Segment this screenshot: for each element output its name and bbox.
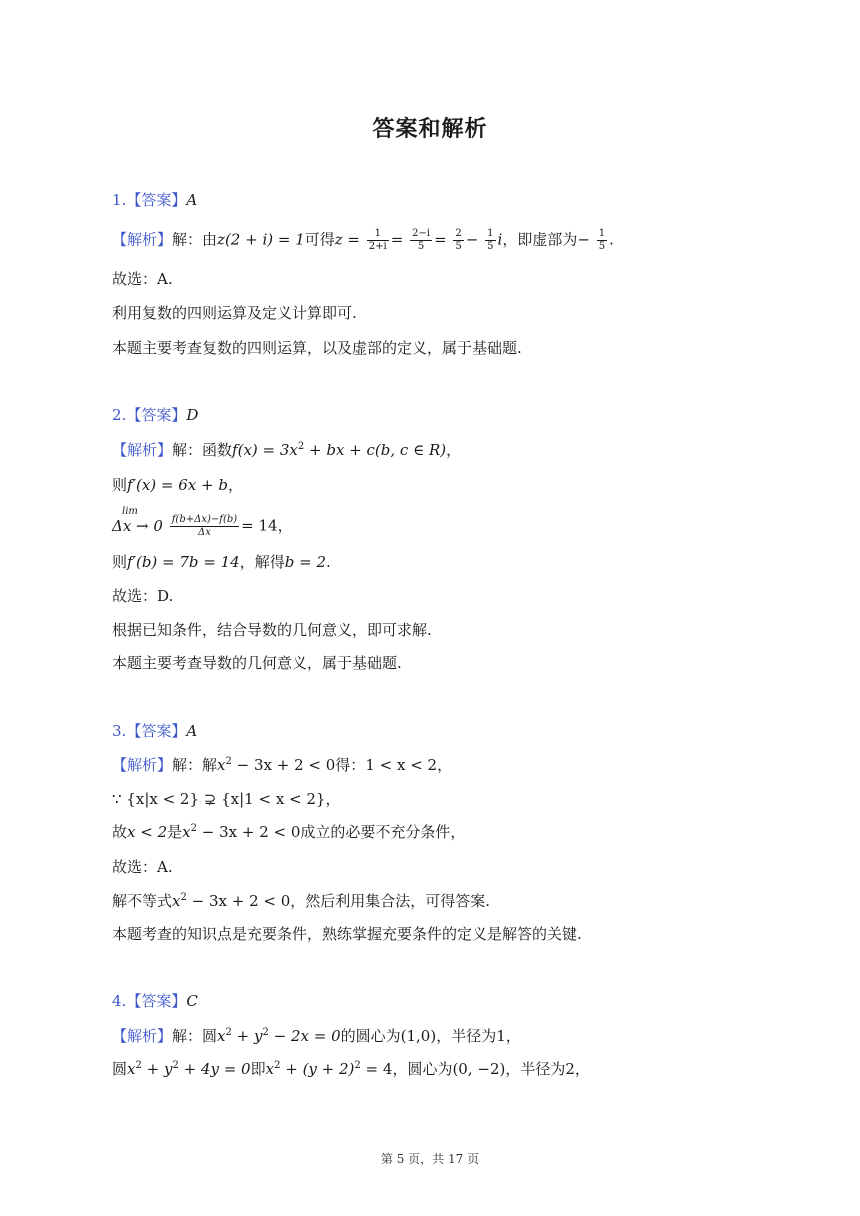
- page-title: 答案和解析: [372, 117, 488, 142]
- text: ，: [227, 476, 243, 494]
- text: 即: [250, 1060, 266, 1078]
- fraction: [367, 228, 389, 253]
- q2-method-line: 根据已知条件，结合导数的几何意义，即可求解.: [112, 621, 432, 639]
- denominator: 5: [455, 241, 462, 252]
- formula: f′(b) = 7b = 14: [127, 553, 240, 571]
- text: ，: [437, 756, 453, 774]
- denominator: Δx: [170, 526, 239, 539]
- denominator: 2+i: [368, 241, 387, 252]
- q3-method-line: [112, 890, 490, 912]
- formula: + y: [141, 1060, 173, 1078]
- text: 圆: [112, 1060, 128, 1078]
- exponent: 2: [225, 1027, 232, 1038]
- exponent: 2: [172, 1060, 179, 1071]
- text: ，然后利用集合法，可得答案.: [290, 892, 491, 910]
- numerator: f(b+Δx)−f(b): [171, 514, 238, 525]
- q3-answer: A: [186, 722, 198, 740]
- formula: f′(x) = 6x + b: [127, 476, 228, 494]
- text: ，即虚部为−: [502, 230, 590, 249]
- formula: z(2 + i) = 1: [217, 230, 305, 249]
- formula: −: [465, 230, 479, 249]
- formula: x: [217, 1027, 226, 1045]
- q3-answer-line: [112, 720, 197, 742]
- exponent: 2: [354, 1060, 361, 1071]
- text: 解: [202, 756, 218, 774]
- formula: + y: [231, 1027, 263, 1045]
- text: 圆: [202, 1027, 218, 1045]
- exponent: 2: [190, 823, 197, 834]
- q1-analysis-line: [112, 228, 614, 253]
- text: .: [609, 230, 614, 249]
- formula: + bx + c(b, c ∈ R): [304, 441, 447, 459]
- q1-number: 1.: [112, 191, 127, 209]
- text: 的圆心为: [340, 1027, 401, 1045]
- formula: ∵ {x|x < 2} ⊋ {x|1 < x < 2}: [112, 790, 326, 808]
- text: 则: [112, 553, 128, 571]
- fraction: [485, 228, 495, 253]
- text: 得：: [335, 756, 366, 774]
- formula: = 4: [360, 1060, 393, 1078]
- fraction: [453, 228, 463, 253]
- formula: 1 < x < 2: [365, 756, 438, 774]
- text: ，: [277, 516, 293, 535]
- text: ，: [574, 1060, 590, 1078]
- text: 可得: [304, 230, 335, 249]
- denominator: 5: [598, 241, 606, 252]
- text: 解不等式: [112, 892, 173, 910]
- text: .: [326, 553, 331, 571]
- text: ，: [505, 1027, 521, 1045]
- q2-answer-line: [112, 404, 198, 426]
- formula: − 3x + 2 < 0: [231, 756, 336, 774]
- formula: − 3x + 2 < 0: [186, 892, 291, 910]
- text: 则: [112, 476, 128, 494]
- numerator: 2−i: [412, 228, 431, 239]
- q3-number: 3.: [112, 722, 127, 740]
- answer-tag: 【答案】: [126, 992, 187, 1010]
- q1-choose-line: 故选：A.: [112, 270, 173, 288]
- q2-choose-line: 故选：D.: [112, 587, 174, 605]
- formula: 2: [565, 1060, 575, 1078]
- text: ，: [446, 441, 462, 459]
- q3-analysis-line: [112, 754, 452, 776]
- q4-second-circle-line: [112, 1058, 590, 1080]
- formula: x < 2: [127, 823, 168, 841]
- text: ，圆心为: [392, 1060, 453, 1078]
- exponent: 2: [180, 892, 187, 903]
- q1-method-line: 利用复数的四则运算及定义计算即可.: [112, 304, 357, 322]
- q1-answer: A: [186, 191, 198, 209]
- q3-choose-line: 故选：A.: [112, 858, 173, 876]
- q2-comment-line: 本题主要考查导数的几何意义，属于基础题.: [112, 654, 402, 672]
- formula: 1: [496, 1027, 506, 1045]
- q1-answer-line: [112, 189, 197, 211]
- numerator: 1: [598, 228, 606, 239]
- denominator: 5: [487, 241, 494, 252]
- text: 故: [112, 823, 128, 841]
- fraction: [170, 514, 239, 539]
- text: 函数: [202, 441, 233, 459]
- text: ，解得: [239, 553, 285, 571]
- numerator: 1: [487, 228, 494, 239]
- fraction: [410, 228, 432, 253]
- formula: i: [497, 230, 503, 249]
- analysis-tag: 【解析】: [112, 230, 173, 249]
- numerator: 1: [374, 228, 381, 239]
- formula: + 4y = 0: [178, 1060, 251, 1078]
- text: 由: [202, 230, 218, 249]
- answer-tag: 【答案】: [126, 406, 187, 424]
- denominator: 5: [410, 240, 432, 253]
- solve-label: 解：: [172, 1027, 203, 1045]
- answer-tag: 【答案】: [126, 722, 187, 740]
- text: ，: [325, 790, 341, 808]
- lim-label: lim: [122, 505, 138, 517]
- formula: x: [217, 756, 226, 774]
- analysis-tag: 【解析】: [112, 756, 173, 774]
- q2-derivative-line: [112, 474, 243, 496]
- formula: f(x) = 3x: [232, 441, 298, 459]
- formula: =: [390, 230, 404, 249]
- text: 成立的必要不充分条件，: [300, 823, 466, 841]
- formula: = 14: [241, 516, 278, 535]
- analysis-tag: 【解析】: [112, 1027, 173, 1045]
- solve-label: 解：: [172, 441, 203, 459]
- q2-number: 2.: [112, 406, 127, 424]
- exponent: 2: [135, 1060, 142, 1071]
- formula: (1,0): [400, 1027, 437, 1045]
- q2-analysis-line: [112, 439, 461, 461]
- q1-comment-line: 本题主要考查复数的四则运算，以及虚部的定义，属于基础题.: [112, 339, 522, 357]
- q3-set-line: [112, 788, 341, 810]
- q3-conclusion-line: [112, 821, 465, 843]
- q2-result-line: [112, 551, 331, 573]
- q4-answer-line: [112, 990, 198, 1012]
- exponent: 2: [297, 441, 305, 452]
- answer-tag: 【答案】: [126, 191, 187, 209]
- analysis-tag: 【解析】: [112, 441, 173, 459]
- formula: x: [265, 1060, 275, 1078]
- q4-analysis-line: [112, 1025, 521, 1047]
- text: ，半径为: [436, 1027, 497, 1045]
- formula: x: [127, 1060, 136, 1078]
- exponent: 2: [225, 756, 232, 767]
- formula: − 2x = 0: [268, 1027, 341, 1045]
- formula: − 3x + 2 < 0: [196, 823, 301, 841]
- formula: =: [434, 230, 447, 249]
- fraction: [597, 228, 607, 253]
- solve-label: 解：: [172, 756, 203, 774]
- q2-limit-line: [112, 505, 293, 539]
- q4-number: 4.: [112, 992, 127, 1010]
- q4-answer: C: [186, 992, 198, 1010]
- numerator: 2: [455, 228, 462, 239]
- page-footer: 第 5 页，共 17 页: [380, 1152, 480, 1166]
- text: 是: [167, 823, 183, 841]
- formula: b = 2: [284, 553, 326, 571]
- q3-comment-line: 本题考查的知识点是充要条件，熟练掌握充要条件的定义是解答的关键.: [112, 925, 582, 943]
- exponent: 2: [274, 1060, 281, 1071]
- solve-label: 解：: [172, 230, 203, 249]
- formula: z =: [334, 230, 361, 249]
- formula: + (y + 2): [280, 1060, 355, 1078]
- formula: (0, −2): [452, 1060, 506, 1078]
- text: ，半径为: [505, 1060, 566, 1078]
- formula: x: [182, 823, 191, 841]
- formula: Δx → 0: [112, 516, 163, 535]
- q2-answer: D: [186, 406, 199, 424]
- exponent: 2: [262, 1027, 269, 1038]
- limit-expression: [112, 505, 163, 537]
- formula: x: [172, 892, 181, 910]
